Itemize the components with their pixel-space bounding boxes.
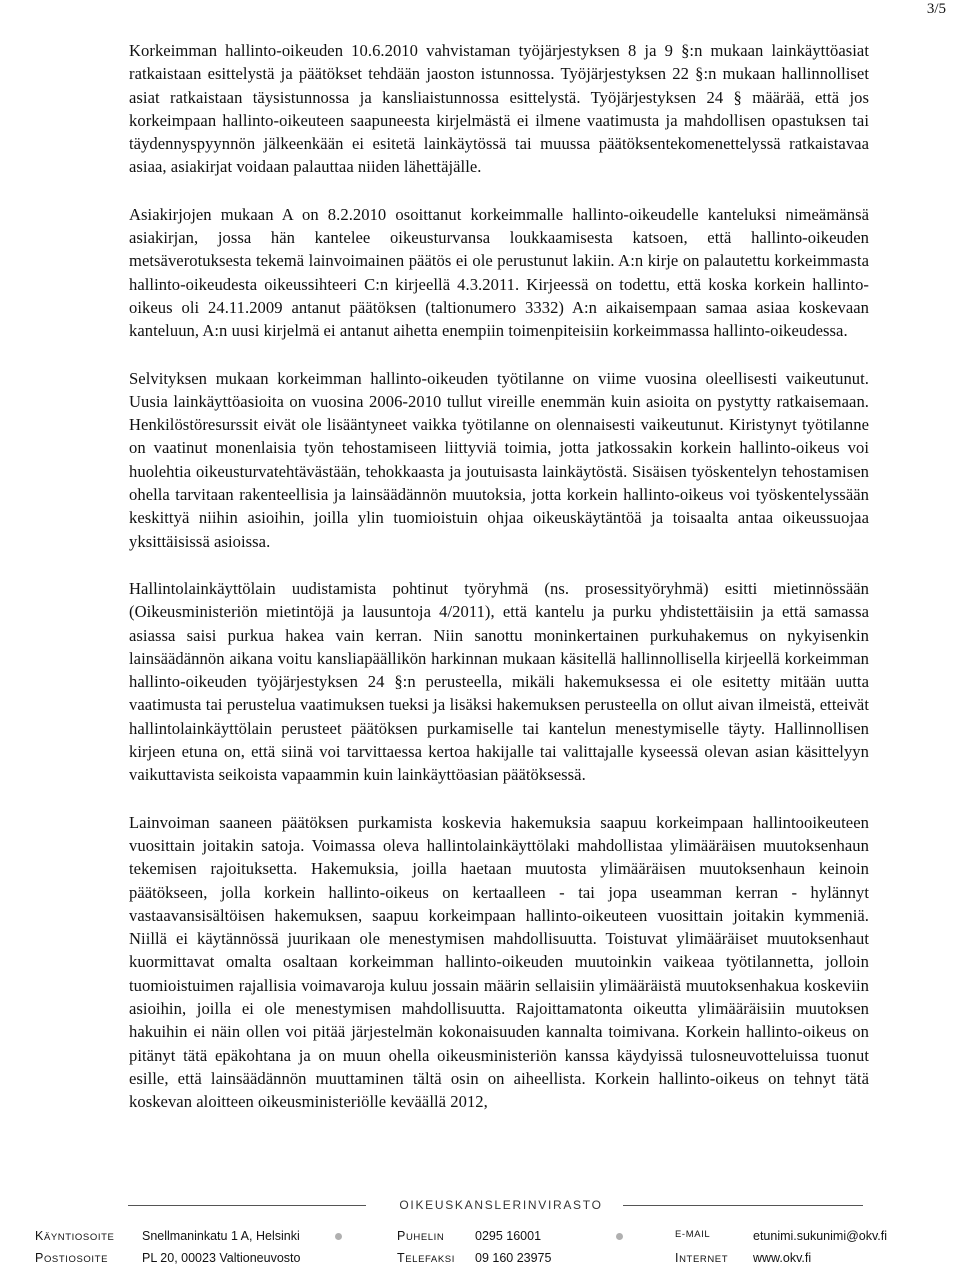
footer-label-fax: TELEFAKSI <box>397 1251 455 1265</box>
page-number: 3/5 <box>926 1 946 17</box>
footer-label-phone: PUHELIN <box>397 1229 445 1243</box>
footer-website-link[interactable]: www.okv.fi <box>753 1251 812 1265</box>
paragraph-workload: Selvityksen mukaan korkeimman hallinto-oikeuden työtilanne on viime vuosina oleellisesti vaikeutunut. Uusia lainkäyttöasioita on vuosina 2006-2010 tullut vireille enemmän kuin asioita on pystytty ratkaisemaan. Henkilöstöresurssit eivät ole lisääntyneet vaikka työtilanne on olennaisesti vaikeutunut. Kiristynyt työtilanne on vaatinut monenlaisia työn tehostamiseen liittyviä toimia, jotta jatkossakin korkein hallinto-oikeus voi huolehtia oikeusturvatehtävästään, tehokkaasta ja joutuisasta lainkäytöstä. Sisäisen työskentelyn tehostamisen ohella tarvitaan rakenteellisia ja lainsäädännön muutoksia, jotta korkein hallinto-oikeus voi työskentelyssään keskittyä niihin asioihin, joilla ylin tuomioistuin ohjaa oikeuskäytäntöä ja toisaalta antaa oikeussuojaa yksittäisissä asioissa. <box>129 368 869 551</box>
footer-rule-left <box>128 1205 366 1206</box>
footer-label-visiting-address: KÄYNTIOSOITE <box>35 1229 115 1243</box>
footer-email[interactable]: etunimi.sukunimi@okv.fi <box>753 1229 888 1243</box>
footer-postal-address: PL 20, 00023 Valtioneuvosto <box>142 1251 301 1265</box>
footer-divider <box>128 1196 863 1216</box>
footer-row-postal <box>35 1251 925 1271</box>
paragraph-case-documents: Asiakirjojen mukaan A on 8.2.2010 osoittanut korkeimmalle hallinto-oikeudelle kanteluksi nimeämänsä asiakirjan, jossa hän kantelee oikeusturvansa loukkaamisesta katsoen, että hallinto-oikeuden metsäverotuksesta tekemä lainvoimainen päätös ei ole perustunut lakiin. A:n kirje on palautettu korkeimmasta hallinto-oikeudesta oikeussihteeri C:n kirjeellä 4.3.2011. Kirjeessä on todettu, että koska korkein hallinto-oikeus oli 24.11.2009 antanut päätöksen (taltionumero 3332) A:n aikaisempaan samaa asiaa koskevaan kanteluun, A:n uusi kirjelmä ei antanut aihetta enempiin toimenpiteisiin korkeimmassa hallinto-oikeudessa. <box>129 204 869 341</box>
paragraph-reversal-applications: Lainvoiman saaneen päätöksen purkamista koskevia hakemuksia saapuu korkeimpaan hallintooikeuteen vuosittain joitakin satoja. Voimassa oleva hallintolainkäyttölaki mahdollistaa ylimääräisen muutoksenhaun tekemisen rajoituksetta. Hakemuksia, joilla haetaan muutosta ylimääräisen muutoksenhaun keinoin päätökseen, jolla korkein hallinto-oikeus on kertaalleen - tai jopa useamman kerran - hylännyt vastaavansisältöisen hakemuksen, saapuu korkeimpaan hallinto-oikeuteen vuosittain joitakin kymmeniä. Niillä ei käytännössä juurikaan ole menestymisen mahdollisuutta. Toistuvat ylimääräiset muutoksenhaut kuormittavat omalta osaltaan korkeimman hallinto-oikeuden muutoinkin vaikeaa työtilannetta, jolloin tuomioistuimen rajallisia voimavaroja kuluu jossain määrin sellaisiin ylimääräistä muutoksenhakua koskeviin asioihin, joilla ei ole menestymisen mahdollisuutta. Rajoittamatonta oikeutta ylimääräisiin muutoksen hakuihin ei näin ollen voi pitää järjestelmän kokonaisuuden kannalta toimivana. Korkein hallinto-oikeus on pitänyt tätä epäkohtana ja on muun ohella oikeusministeriön kanssa käydyissä tulosneuvotteluissa tuonut esille, että lainsäädännön muuttaminen tältä osin on aiheellista. Korkein hallinto-oikeus on tehnyt tätä koskevan aloitteen oikeusministeriölle keväällä 2012, <box>129 812 869 1112</box>
footer-visiting-address: Snellmaninkatu 1 A, Helsinki <box>142 1229 300 1243</box>
footer-bullet-icon <box>616 1233 623 1240</box>
footer-row-visiting <box>35 1229 925 1249</box>
paragraph-work-order: Korkeimman hallinto-oikeuden 10.6.2010 vahvistaman työjärjestyksen 8 ja 9 §:n mukaan lainkäyttöasiat ratkaistaan esittelystä ja päätökset tehdään jaoston istunnossa. Työjärjestyksen 22 §:n mukaan hallinnolliset asiat ratkaistaan täysistunnossa ja kansliaistunnossa esittelystä. Työjärjestyksen 24 § määrää, että jos korkeimpaan hallinto-oikeuteen saapuneesta kirjelmästä ei ilmene vaatimusta ja mahdollisen opastuksen tai täydennyspyynnön jälkeenkään ei esitetä lainkäytössä tai muussa päätöksentekomenettelyssä ratkaistavaa asiaa, asiakirjat voidaan palauttaa niiden lähettäjälle. <box>129 41 869 177</box>
paragraph-working-group: Hallintolainkäyttölain uudistamista pohtinut työryhmä (ns. prosessityöryhmä) esitti mietinnössään (Oikeusministeriön mietintöjä ja lausuntoja 4/2011), että kantelu ja purku yhdistettäisiin ja että samassa asiassa saisi purkua hakea vain kerran. Niin sanottu moninkertainen purkuhakemus on nykyisenkin lainsäädännön aikana voitu kansliapäällikön harkinnan mukaan käsitellä hallinnollisella kirjeellä korkeimman hallinto-oikeuden työjärjestyksen 24 §:n perusteella, mikäli hakemuksessa ei ole esitetty mitään uutta vaatimusta tai perustelua vaatimuksen tueksi ja lisäksi hakemuksen perusteella on ollut aivan ilmeistä, etteivät hallintolainkäyttölain perusteet päätöksen purkamiselle tai kantelun menestymiselle täyty. Hallinnollisen kirjeen etuna on, että siinä voi tarvittaessa kertoa hakijalle tai valittajalle kyseessä olevan asian käsittelyyn vaikuttavista seikoista vapaammin kuin lainkäyttöasian päätöksessä. <box>129 578 869 785</box>
footer-label-internet: INTERNET <box>675 1251 729 1265</box>
footer-label-email: E-MAIL <box>675 1229 711 1240</box>
footer-bullet-icon <box>335 1233 342 1240</box>
footer-phone: 0295 16001 <box>475 1229 542 1243</box>
document-body <box>129 39 869 1113</box>
footer-label-postal-address: POSTIOSOITE <box>35 1251 108 1265</box>
footer-rule-right <box>623 1205 863 1206</box>
footer-fax: 09 160 23975 <box>475 1251 552 1265</box>
footer-brand: OIKEUSKANSLERINVIRASTO <box>399 1198 603 1212</box>
